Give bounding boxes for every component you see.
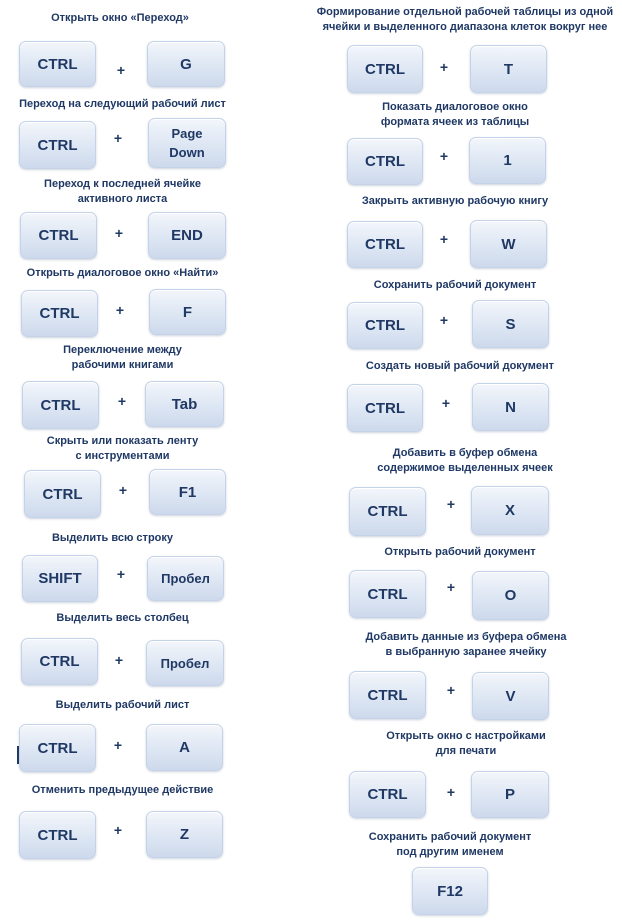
key-g: G (147, 41, 225, 87)
key-ctrl: CTRL (349, 570, 426, 618)
caption: Выделить всю строку (51, 532, 174, 544)
plus-sign: + (441, 395, 451, 411)
key-s: S (472, 300, 549, 348)
plus-sign: + (114, 652, 124, 668)
key-ctrl: CTRL (19, 121, 96, 169)
key-p: P (471, 771, 549, 818)
plus-sign: + (113, 822, 123, 838)
key-ctrl: CTRL (21, 638, 98, 685)
key-t: T (470, 45, 547, 93)
key-f: F (149, 289, 226, 335)
plus-sign: + (114, 225, 124, 241)
key-ctrl: CTRL (19, 724, 96, 772)
key-ctrl: CTRL (19, 41, 96, 87)
plus-sign: + (115, 302, 125, 318)
key-ctrl: CTRL (347, 45, 423, 93)
plus-sign: + (117, 393, 127, 409)
caption: Открыть рабочий документ (384, 546, 536, 558)
plus-sign: + (439, 231, 449, 247)
key-z: Z (146, 811, 223, 858)
plus-sign: + (446, 784, 456, 800)
plus-sign: + (116, 62, 126, 78)
caption: Отменить предыдущее действие (31, 784, 214, 796)
caption: Открыть окно «Переход» (51, 12, 189, 24)
key-x: X (471, 486, 549, 535)
caption: Открыть диалоговое окно «Найти» (26, 267, 219, 279)
key-ctrl: CTRL (349, 487, 426, 536)
key-n: N (472, 383, 549, 431)
key-ctrl: CTRL (347, 384, 423, 432)
caption: Переход на следующий рабочий лист (19, 98, 226, 110)
key-ctrl: CTRL (19, 811, 96, 859)
plus-sign: + (113, 130, 123, 146)
caption: Формирование отдельной рабочей таблицы из одной ячейки и выделенного диапазона клеток вокруг нее (316, 6, 614, 33)
plus-sign: + (446, 496, 456, 512)
key-1: 1 (469, 137, 546, 184)
key-ctrl: CTRL (349, 771, 426, 818)
key-w: W (470, 220, 547, 268)
key-space: Пробел (147, 556, 224, 601)
plus-sign: + (116, 566, 126, 582)
plus-sign: + (118, 482, 128, 498)
plus-sign: + (439, 312, 449, 328)
key-ctrl: CTRL (21, 290, 98, 337)
key-page-down: Page Down (148, 118, 226, 168)
caption: Закрыть активную рабочую книгу (361, 195, 549, 207)
key-f12: F12 (412, 867, 488, 915)
key-space: Пробел (146, 640, 224, 686)
caption: Выделить весь столбец (56, 612, 189, 624)
key-ctrl: CTRL (20, 212, 97, 259)
key-tab: Tab (145, 381, 224, 427)
caption: Переключение между рабочими книгами (63, 344, 182, 371)
caption: Скрыть или показать ленту с инструментами (46, 435, 199, 462)
key-ctrl: CTRL (24, 470, 101, 518)
key-v: V (472, 672, 549, 720)
caption: Открыть окно с настройками для печати (386, 730, 546, 757)
key-shift: SHIFT (22, 555, 98, 602)
caption: Переход к последней ячейке активного листа (44, 178, 201, 205)
key-a: A (146, 724, 223, 771)
plus-sign: + (446, 682, 456, 698)
caption: Сохранить рабочий документ под другим именем (368, 831, 532, 858)
key-f1: F1 (149, 469, 226, 515)
key-o: O (472, 571, 549, 620)
key-ctrl: CTRL (347, 221, 423, 268)
plus-sign: + (439, 148, 449, 164)
plus-sign: + (113, 737, 123, 753)
caption: Добавить данные из буфера обмена в выбранную заранее ячейку (365, 631, 567, 658)
key-end: END (148, 212, 226, 259)
caption: Добавить в буфер обмена содержимое выделенных ячеек (377, 447, 553, 474)
plus-sign: + (446, 579, 456, 595)
caption: Создать новый рабочий документ (365, 360, 555, 372)
key-ctrl: CTRL (347, 138, 423, 185)
key-ctrl: CTRL (349, 671, 426, 719)
key-ctrl: CTRL (347, 302, 423, 349)
caption: Сохранить рабочий документ (373, 279, 537, 291)
key-ctrl: CTRL (22, 381, 99, 429)
caption: Выделить рабочий лист (55, 699, 190, 711)
plus-sign: + (439, 59, 449, 75)
caption: Показать диалоговое окно формата ячеек из таблицы (380, 101, 530, 128)
